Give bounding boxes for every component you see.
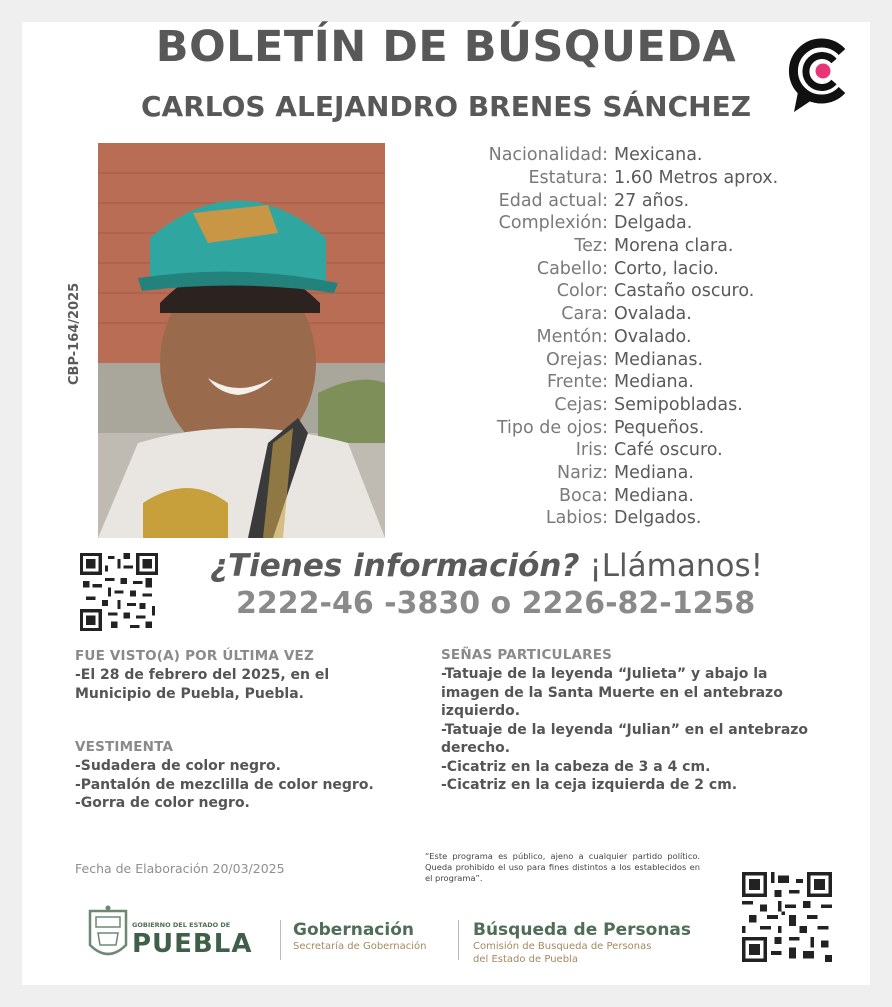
busqueda-subtitle-2: del Estado de Puebla bbox=[473, 954, 578, 965]
legal-note: “Este programa es público, ajeno a cualquier partido político. Queda prohibido el uso para fines distintos a los establecidos en el programa”. bbox=[425, 851, 700, 883]
feature-row bbox=[410, 167, 870, 190]
feature-label: Tipo de ojos: bbox=[496, 417, 608, 438]
feature-value: 1.60 Metros aprox. bbox=[614, 168, 779, 189]
gobernacion-logo bbox=[293, 920, 426, 952]
puebla-shield-icon bbox=[86, 905, 130, 965]
marks-heading: SEÑAS PARTICULARES bbox=[441, 647, 613, 663]
footer-divider bbox=[280, 920, 281, 960]
feature-row bbox=[410, 439, 870, 462]
feature-label: Cara: bbox=[561, 304, 608, 325]
feature-value: 27 años. bbox=[614, 190, 690, 211]
c-logo-icon bbox=[786, 38, 852, 114]
feature-row bbox=[410, 507, 870, 530]
marks-line: -Cicatriz en la ceja izquierda de 2 cm. bbox=[441, 777, 738, 793]
feature-label: Mentón: bbox=[536, 326, 608, 347]
feature-row bbox=[410, 212, 870, 235]
feature-label: Color: bbox=[556, 281, 608, 302]
last-seen-line: Municipio de Puebla, Puebla. bbox=[75, 685, 304, 702]
phone-numbers[interactable]: 2222-46 -3830 o 2226-82-1258 bbox=[236, 586, 756, 621]
feature-value: Morena clara. bbox=[614, 236, 734, 257]
person-name: CARLOS ALEJANDRO BRENES SÁNCHEZ bbox=[140, 90, 752, 123]
puebla-small-text: GOBIERNO DEL ESTADO DE bbox=[132, 921, 231, 929]
feature-row bbox=[410, 416, 870, 439]
feature-value: Mediana. bbox=[614, 372, 694, 393]
missing-person-photo bbox=[98, 143, 385, 538]
feature-value: Delgados. bbox=[614, 508, 702, 529]
feature-row bbox=[410, 484, 870, 507]
feature-row bbox=[410, 348, 870, 371]
cta-question: ¿Tienes información? bbox=[210, 548, 580, 584]
cta-call: ¡Llámanos! bbox=[589, 548, 764, 584]
feature-value: Pequeños. bbox=[614, 417, 705, 438]
clothing-line: -Gorra de color negro. bbox=[75, 795, 250, 811]
qr-code-icon[interactable] bbox=[80, 553, 158, 631]
marks-line: -Tatuaje de la leyenda “Julian” en el antebrazo bbox=[441, 721, 809, 738]
feature-label: Cabello: bbox=[536, 258, 608, 279]
marks-line: izquierdo. bbox=[441, 703, 521, 719]
feature-row bbox=[410, 303, 870, 326]
marks-line: derecho. bbox=[441, 740, 511, 756]
last-seen-section bbox=[75, 648, 425, 703]
feature-row bbox=[410, 462, 870, 485]
feature-value: Semipobladas. bbox=[614, 394, 743, 415]
last-seen-heading: FUE VISTO(A) POR ÚLTIMA VEZ bbox=[75, 648, 314, 664]
gobernacion-subtitle: Secretaría de Gobernación bbox=[293, 941, 427, 952]
feature-row bbox=[410, 371, 870, 394]
feature-value: Mexicana. bbox=[614, 145, 703, 166]
feature-row bbox=[410, 189, 870, 212]
last-seen-line: -El 28 de febrero del 2025, en el bbox=[75, 667, 330, 683]
marks-section bbox=[441, 647, 841, 795]
qr-code-icon[interactable] bbox=[742, 872, 832, 962]
marks-line: -Tatuaje de la leyenda “Julieta” y abajo la bbox=[441, 666, 768, 682]
feature-row bbox=[410, 257, 870, 280]
feature-label: Estatura: bbox=[528, 168, 608, 189]
folio-code: CBP-164/2025 bbox=[67, 282, 82, 385]
feature-label: Nacionalidad: bbox=[488, 145, 608, 166]
footer-divider bbox=[458, 920, 459, 960]
busqueda-logo bbox=[473, 920, 691, 966]
feature-label: Orejas: bbox=[546, 349, 608, 370]
feature-label: Edad actual: bbox=[498, 190, 608, 211]
marks-line: imagen de la Santa Muerte en el antebrazo bbox=[441, 684, 783, 701]
feature-value: Castaño oscuro. bbox=[614, 281, 755, 302]
elaboration-date: Fecha de Elaboración 20/03/2025 bbox=[75, 861, 285, 876]
feature-value: Corto, lacio. bbox=[614, 258, 719, 279]
bulletin-title: BOLETÍN DE BÚSQUEDA bbox=[155, 22, 737, 72]
gobernacion-title: Gobernación bbox=[293, 920, 414, 940]
clothing-line: -Pantalón de mezclilla de color negro. bbox=[75, 776, 374, 793]
feature-label: Cejas: bbox=[554, 394, 608, 415]
clothing-section bbox=[75, 739, 425, 813]
feature-value: Café oscuro. bbox=[614, 440, 723, 461]
feature-label: Boca: bbox=[559, 485, 608, 506]
feature-value: Ovalada. bbox=[614, 304, 692, 325]
feature-value: Medianas. bbox=[614, 349, 704, 370]
feature-row bbox=[410, 280, 870, 303]
clothing-line: -Sudadera de color negro. bbox=[75, 758, 281, 774]
call-to-action bbox=[210, 548, 770, 584]
feature-value: Mediana. bbox=[614, 485, 694, 506]
busqueda-title: Búsqueda de Personas bbox=[473, 920, 692, 940]
feature-value: Mediana. bbox=[614, 462, 694, 483]
feature-row bbox=[410, 235, 870, 258]
puebla-government-logo bbox=[86, 905, 276, 967]
feature-value: Delgada. bbox=[614, 213, 693, 234]
busqueda-subtitle-1: Comisión de Busqueda de Personas bbox=[473, 941, 652, 952]
physical-features bbox=[410, 144, 870, 530]
marks-line: -Cicatriz en la cabeza de 3 a 4 cm. bbox=[441, 758, 711, 775]
feature-label: Labios: bbox=[545, 508, 608, 529]
feature-label: Iris: bbox=[575, 440, 608, 461]
feature-label: Tez: bbox=[574, 236, 608, 257]
feature-label: Nariz: bbox=[557, 462, 608, 483]
feature-value: Ovalado. bbox=[614, 326, 692, 347]
clothing-heading: VESTIMENTA bbox=[75, 739, 174, 755]
feature-row bbox=[410, 144, 870, 167]
feature-label: Complexión: bbox=[498, 213, 608, 234]
feature-row bbox=[410, 394, 870, 417]
feature-row bbox=[410, 326, 870, 349]
feature-label: Frente: bbox=[547, 372, 608, 393]
puebla-big-text: PUEBLA bbox=[132, 929, 253, 959]
